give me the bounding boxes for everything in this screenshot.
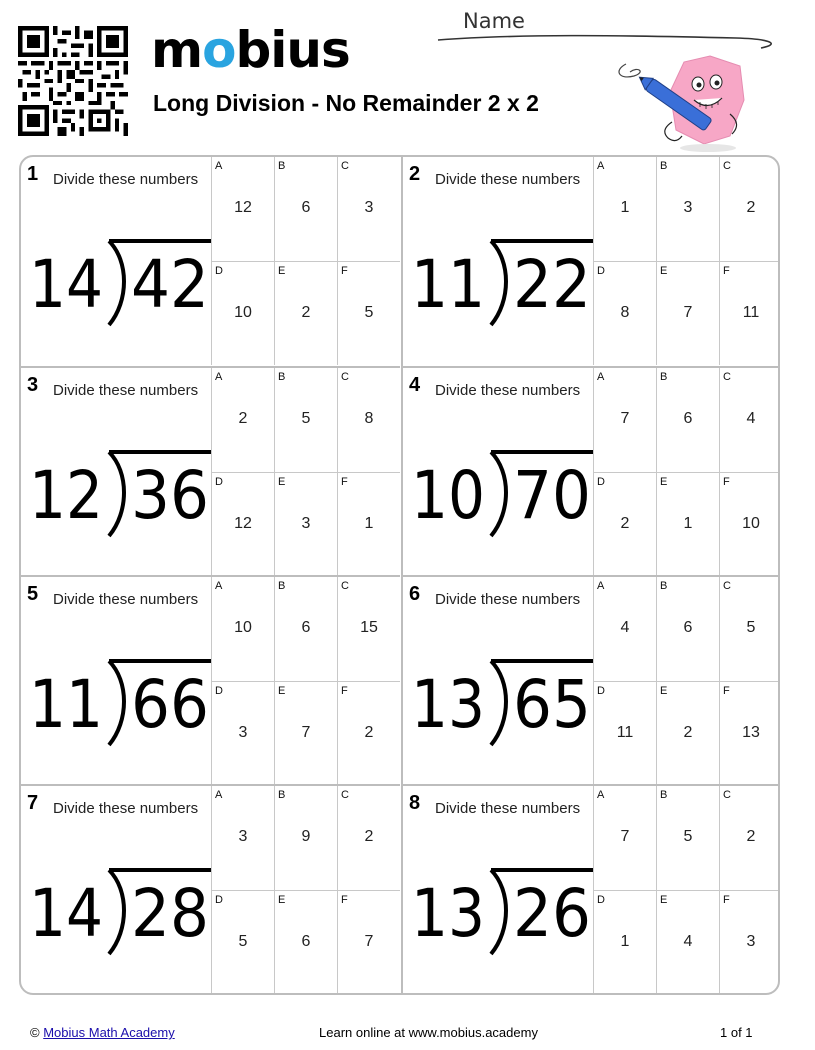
answer-option[interactable] bbox=[656, 472, 719, 576]
long-division-problem bbox=[411, 649, 595, 749]
long-division-problem bbox=[411, 229, 595, 329]
option-value: 2 bbox=[746, 828, 756, 845]
option-value: 5 bbox=[683, 828, 693, 845]
answer-option[interactable] bbox=[593, 786, 656, 890]
option-value: 8 bbox=[620, 304, 630, 321]
long-division-problem bbox=[29, 440, 213, 540]
answer-option[interactable] bbox=[719, 786, 780, 890]
option-value: 2 bbox=[301, 304, 311, 321]
option-letter: A bbox=[215, 160, 223, 172]
option-letter: E bbox=[660, 476, 668, 488]
answer-option[interactable] bbox=[656, 890, 719, 994]
answer-option[interactable] bbox=[337, 890, 400, 994]
answer-option[interactable] bbox=[656, 786, 719, 890]
option-letter: B bbox=[278, 580, 286, 592]
answer-option[interactable] bbox=[274, 157, 337, 261]
option-letter: C bbox=[341, 789, 349, 801]
option-letter: F bbox=[341, 894, 348, 906]
answer-option[interactable] bbox=[211, 890, 274, 994]
answer-options bbox=[211, 157, 400, 364]
dividend: 42 bbox=[131, 246, 209, 323]
name-line bbox=[436, 32, 781, 54]
mobius-academy-link[interactable]: Mobius Math Academy bbox=[43, 1025, 175, 1040]
option-letter: F bbox=[723, 685, 730, 697]
answer-option[interactable] bbox=[211, 261, 274, 365]
option-letter: A bbox=[215, 371, 223, 383]
problem-number: 6 bbox=[409, 583, 421, 605]
option-value: 7 bbox=[620, 410, 630, 427]
option-value: 3 bbox=[364, 199, 374, 216]
answer-option[interactable] bbox=[337, 157, 400, 261]
option-letter: D bbox=[215, 265, 223, 277]
option-letter: E bbox=[278, 476, 286, 488]
option-value: 2 bbox=[238, 410, 248, 427]
problem-number: 5 bbox=[27, 583, 39, 605]
answer-option[interactable] bbox=[337, 681, 400, 785]
option-value: 6 bbox=[301, 933, 311, 950]
option-value: 7 bbox=[364, 933, 374, 950]
answer-option[interactable] bbox=[337, 786, 400, 890]
long-division-problem bbox=[29, 649, 213, 749]
option-value: 3 bbox=[238, 724, 248, 741]
answer-option[interactable] bbox=[274, 681, 337, 785]
option-letter: D bbox=[597, 265, 605, 277]
option-value: 11 bbox=[742, 304, 760, 321]
answer-options bbox=[211, 577, 400, 784]
dividend: 36 bbox=[131, 457, 209, 534]
option-letter: B bbox=[278, 371, 286, 383]
option-value: 13 bbox=[742, 724, 760, 741]
dividend: 26 bbox=[513, 875, 591, 952]
option-letter: C bbox=[723, 789, 731, 801]
option-letter: E bbox=[278, 685, 286, 697]
answer-option[interactable] bbox=[211, 577, 274, 681]
answer-option[interactable] bbox=[656, 368, 719, 472]
option-value: 11 bbox=[616, 724, 634, 741]
option-value: 8 bbox=[364, 410, 374, 427]
option-value: 3 bbox=[746, 933, 756, 950]
answer-option[interactable] bbox=[274, 472, 337, 576]
problem-card bbox=[401, 575, 780, 784]
problem-prompt: Divide these numbers bbox=[53, 171, 199, 188]
option-value: 12 bbox=[234, 515, 252, 532]
option-value: 3 bbox=[238, 828, 248, 845]
problem-prompt: Divide these numbers bbox=[435, 171, 581, 188]
problem-card bbox=[21, 575, 400, 784]
answer-option[interactable] bbox=[274, 368, 337, 472]
long-division-problem bbox=[29, 229, 213, 329]
answer-options bbox=[211, 368, 400, 575]
option-value: 6 bbox=[301, 199, 311, 216]
option-letter: C bbox=[341, 160, 349, 172]
divisor: 13 bbox=[411, 875, 485, 952]
divisor: 14 bbox=[29, 875, 103, 952]
footer-copyright: © Mobius Math Academy bbox=[30, 1025, 175, 1040]
answer-option[interactable] bbox=[337, 577, 400, 681]
option-letter: A bbox=[215, 580, 223, 592]
problem-card bbox=[401, 366, 780, 575]
option-letter: F bbox=[341, 685, 348, 697]
answer-option[interactable] bbox=[337, 261, 400, 365]
divisor: 11 bbox=[411, 246, 485, 323]
answer-option[interactable] bbox=[719, 157, 780, 261]
option-letter: C bbox=[723, 160, 731, 172]
option-value: 7 bbox=[683, 304, 693, 321]
dividend: 28 bbox=[131, 875, 209, 952]
option-letter: F bbox=[341, 476, 348, 488]
problem-prompt: Divide these numbers bbox=[435, 800, 581, 817]
option-letter: E bbox=[278, 894, 286, 906]
problem-prompt: Divide these numbers bbox=[435, 591, 581, 608]
option-letter: F bbox=[341, 265, 348, 277]
option-value: 2 bbox=[620, 515, 630, 532]
answer-option[interactable] bbox=[656, 577, 719, 681]
divisor: 12 bbox=[29, 457, 103, 534]
option-letter: C bbox=[723, 371, 731, 383]
dividend: 22 bbox=[513, 246, 591, 323]
option-value: 6 bbox=[683, 619, 693, 636]
problem-number: 4 bbox=[409, 374, 421, 396]
problem-prompt: Divide these numbers bbox=[53, 800, 199, 817]
option-value: 2 bbox=[364, 724, 374, 741]
divisor: 10 bbox=[411, 457, 485, 534]
answer-option[interactable] bbox=[337, 368, 400, 472]
answer-option[interactable] bbox=[719, 681, 780, 785]
problem-number: 7 bbox=[27, 792, 39, 814]
option-value: 1 bbox=[620, 199, 630, 216]
answer-option[interactable] bbox=[274, 577, 337, 681]
option-letter: D bbox=[597, 894, 605, 906]
dividend: 66 bbox=[131, 666, 209, 743]
answer-option[interactable] bbox=[719, 577, 780, 681]
problem-prompt: Divide these numbers bbox=[53, 591, 199, 608]
problem-number: 2 bbox=[409, 163, 421, 185]
option-letter: A bbox=[597, 789, 605, 801]
option-value: 1 bbox=[364, 515, 374, 532]
answer-options bbox=[593, 577, 780, 784]
problem-number: 8 bbox=[409, 792, 421, 814]
option-value: 5 bbox=[746, 619, 756, 636]
option-value: 2 bbox=[746, 199, 756, 216]
option-value: 10 bbox=[742, 515, 760, 532]
option-value: 5 bbox=[301, 410, 311, 427]
problem-card bbox=[401, 157, 780, 366]
option-value: 3 bbox=[301, 515, 311, 532]
option-value: 5 bbox=[364, 304, 374, 321]
problem-number: 3 bbox=[27, 374, 39, 396]
problem-grid bbox=[19, 155, 780, 995]
answer-option[interactable] bbox=[719, 368, 780, 472]
option-letter: B bbox=[278, 789, 286, 801]
option-letter: E bbox=[660, 265, 668, 277]
option-value: 10 bbox=[234, 304, 252, 321]
long-division-problem bbox=[29, 858, 213, 958]
option-value: 15 bbox=[360, 619, 378, 636]
option-letter: A bbox=[597, 580, 605, 592]
option-letter: C bbox=[341, 580, 349, 592]
answer-option[interactable] bbox=[274, 261, 337, 365]
answer-option[interactable] bbox=[211, 786, 274, 890]
option-value: 2 bbox=[683, 724, 693, 741]
option-letter: A bbox=[215, 789, 223, 801]
dividend: 65 bbox=[513, 666, 591, 743]
answer-option[interactable] bbox=[593, 157, 656, 261]
worksheet-title: Long Division - No Remainder 2 x 2 bbox=[153, 90, 539, 116]
option-value: 1 bbox=[620, 933, 630, 950]
answer-options bbox=[211, 786, 400, 993]
option-letter: D bbox=[597, 476, 605, 488]
option-letter: F bbox=[723, 265, 730, 277]
option-value: 6 bbox=[683, 410, 693, 427]
answer-options bbox=[593, 157, 780, 364]
footer-page-number: 1 of 1 bbox=[720, 1025, 753, 1040]
mascot-illustration bbox=[612, 52, 752, 157]
option-value: 6 bbox=[301, 619, 311, 636]
option-value: 4 bbox=[683, 933, 693, 950]
answer-option[interactable] bbox=[656, 261, 719, 365]
answer-option[interactable] bbox=[211, 157, 274, 261]
option-letter: A bbox=[597, 371, 605, 383]
option-value: 7 bbox=[301, 724, 311, 741]
answer-option[interactable] bbox=[593, 890, 656, 994]
problem-card bbox=[21, 784, 400, 993]
divisor: 13 bbox=[411, 666, 485, 743]
option-letter: E bbox=[660, 894, 668, 906]
footer-learn-online: Learn online at www.mobius.academy bbox=[319, 1025, 538, 1040]
option-letter: C bbox=[723, 580, 731, 592]
answer-option[interactable] bbox=[274, 786, 337, 890]
problem-card bbox=[21, 366, 400, 575]
answer-option[interactable] bbox=[656, 681, 719, 785]
option-letter: B bbox=[660, 160, 668, 172]
option-letter: D bbox=[597, 685, 605, 697]
answer-option[interactable] bbox=[593, 472, 656, 576]
answer-option[interactable] bbox=[337, 472, 400, 576]
name-label: Name bbox=[463, 9, 525, 33]
option-value: 3 bbox=[683, 199, 693, 216]
option-value: 12 bbox=[234, 199, 252, 216]
answer-option[interactable] bbox=[211, 681, 274, 785]
answer-option[interactable] bbox=[719, 472, 780, 576]
problem-number: 1 bbox=[27, 163, 39, 185]
option-value: 4 bbox=[620, 619, 630, 636]
option-letter: C bbox=[341, 371, 349, 383]
answer-option[interactable] bbox=[719, 261, 780, 365]
answer-option[interactable] bbox=[593, 368, 656, 472]
option-value: 5 bbox=[238, 933, 248, 950]
long-division-problem bbox=[411, 440, 595, 540]
answer-option[interactable] bbox=[593, 681, 656, 785]
answer-option[interactable] bbox=[274, 890, 337, 994]
problem-prompt: Divide these numbers bbox=[435, 382, 581, 399]
option-value: 4 bbox=[746, 410, 756, 427]
option-letter: D bbox=[215, 476, 223, 488]
option-letter: A bbox=[597, 160, 605, 172]
option-letter: E bbox=[278, 265, 286, 277]
option-letter: B bbox=[660, 789, 668, 801]
problem-card bbox=[401, 784, 780, 993]
answer-option[interactable] bbox=[719, 890, 780, 994]
divisor: 14 bbox=[29, 246, 103, 323]
dividend: 70 bbox=[513, 457, 591, 534]
option-value: 10 bbox=[234, 619, 252, 636]
long-division-problem bbox=[411, 858, 595, 958]
option-letter: B bbox=[660, 371, 668, 383]
problem-card bbox=[21, 157, 400, 366]
option-letter: B bbox=[278, 160, 286, 172]
option-letter: E bbox=[660, 685, 668, 697]
answer-option[interactable] bbox=[593, 577, 656, 681]
option-letter: B bbox=[660, 580, 668, 592]
answer-option[interactable] bbox=[656, 157, 719, 261]
option-value: 2 bbox=[364, 828, 374, 845]
answer-option[interactable] bbox=[593, 261, 656, 365]
option-letter: F bbox=[723, 894, 730, 906]
answer-option[interactable] bbox=[211, 472, 274, 576]
answer-options bbox=[593, 786, 780, 993]
mobius-logo: mobius bbox=[151, 21, 350, 79]
answer-option[interactable] bbox=[211, 368, 274, 472]
option-letter: F bbox=[723, 476, 730, 488]
problem-prompt: Divide these numbers bbox=[53, 382, 199, 399]
option-value: 1 bbox=[683, 515, 693, 532]
option-value: 9 bbox=[301, 828, 311, 845]
option-letter: D bbox=[215, 894, 223, 906]
answer-options bbox=[593, 368, 780, 575]
option-value: 7 bbox=[620, 828, 630, 845]
option-letter: D bbox=[215, 685, 223, 697]
qr-code bbox=[18, 26, 128, 136]
divisor: 11 bbox=[29, 666, 103, 743]
